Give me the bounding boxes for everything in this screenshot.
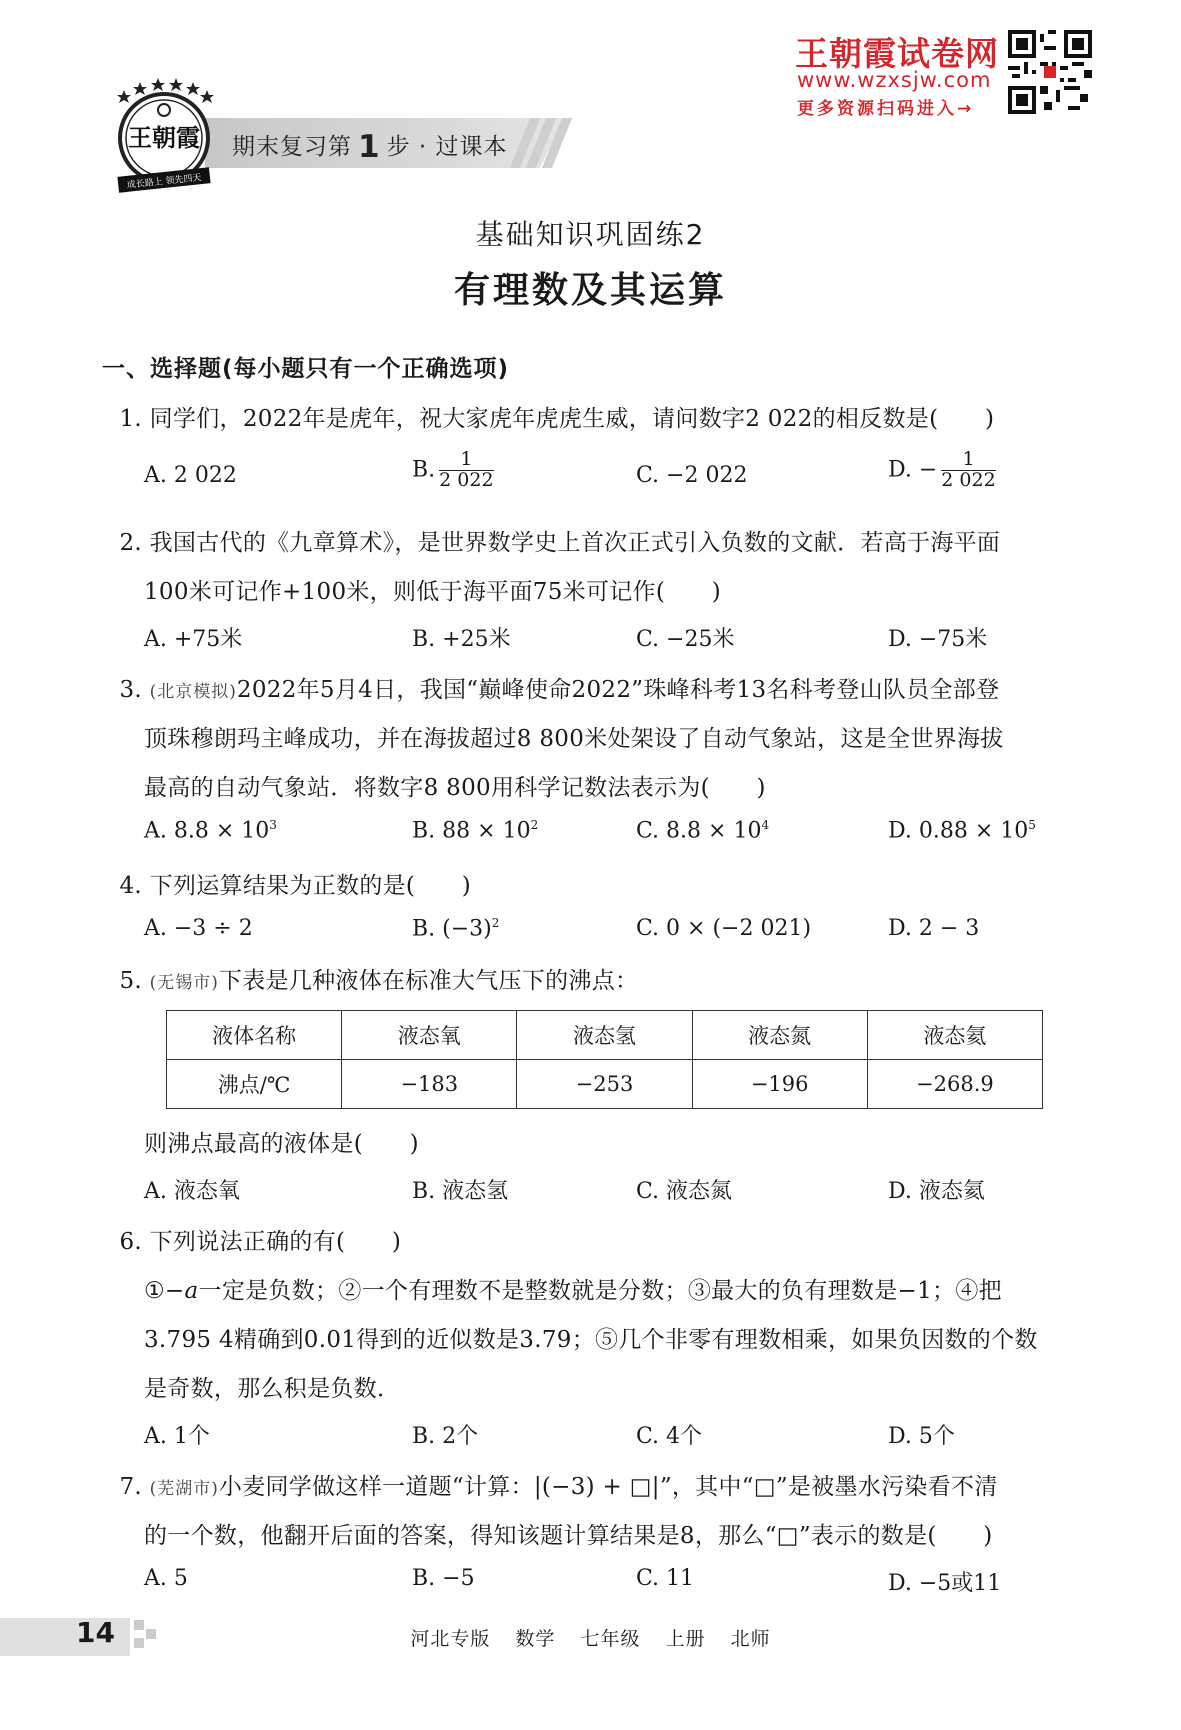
q3-option-c[interactable]	[636, 818, 769, 843]
q7-option-a[interactable]: A. 5	[144, 1566, 188, 1591]
question-1	[116, 400, 994, 433]
q2-option-c[interactable]: C. −25米	[636, 627, 735, 652]
logo-motto: 成长路上 领先四天	[126, 173, 202, 191]
footer-edition: 河北专版	[410, 1628, 491, 1650]
question-source: (北京模拟)	[149, 682, 237, 702]
table-cell: −196	[692, 1060, 867, 1109]
question-text: 下表是几种液体在标准大气压下的沸点：	[218, 968, 639, 994]
q1-option-a[interactable]: A. 2 022	[144, 463, 237, 488]
option-label: D. 0.88 × 10	[888, 818, 1029, 844]
q7-option-c[interactable]: C. 11	[636, 1566, 695, 1591]
q6-option-b[interactable]: B. 2个	[412, 1424, 479, 1449]
question-number: 7.	[119, 1474, 142, 1500]
qr-code[interactable]	[1008, 30, 1092, 114]
footer-subject: 数学	[515, 1628, 556, 1650]
q5-option-d[interactable]: D. 液态氦	[888, 1179, 985, 1204]
question-6-line-2: 3.795 4精确到0.01得到的近似数是3.79；⑤几个非零有理数相乘，如果负因数的个数	[144, 1327, 1038, 1353]
footer-publisher: 北师	[730, 1628, 771, 1650]
fraction	[941, 450, 995, 491]
question-6-line-1	[144, 1272, 1002, 1305]
q5-option-b[interactable]: B. 液态氢	[412, 1179, 509, 1204]
question-3-line-3: 最高的自动气象站．将数字8 800用科学记数法表示为( )	[144, 775, 766, 801]
exponent: 2	[491, 916, 500, 930]
question-number: 3.	[119, 677, 142, 703]
option-label: B. (−3)	[412, 916, 492, 942]
brand-url[interactable]: www.wzxsjw.com	[797, 68, 992, 92]
table-cell: 沸点/℃	[167, 1060, 342, 1109]
q2-option-b[interactable]: B. +25米	[412, 627, 511, 652]
brand-name: 王朝霞试卷网	[795, 34, 999, 73]
option-label: A. 8.8 × 10	[144, 818, 270, 844]
question-number: 5.	[119, 968, 142, 994]
banner-text	[232, 128, 508, 165]
q7-option-d[interactable]: D. −5或11	[888, 1571, 1002, 1596]
table-cell: −253	[517, 1060, 692, 1109]
q2-option-a[interactable]: A. +75米	[144, 627, 243, 652]
q7-option-b[interactable]: B. −5	[412, 1566, 475, 1591]
question-number: 1.	[119, 406, 142, 432]
table-row	[167, 1060, 1043, 1109]
q5-option-a[interactable]: A. 液态氧	[144, 1179, 240, 1204]
q1-option-b[interactable]	[412, 450, 494, 491]
q1-option-d[interactable]	[888, 450, 996, 491]
q4-option-d[interactable]: D. 2 − 3	[888, 916, 980, 941]
statement-text: ①−	[144, 1278, 185, 1304]
question-6-line-3: 是奇数，那么积是负数．	[144, 1376, 401, 1402]
footer-info	[0, 1624, 1181, 1651]
q2-option-d[interactable]: D. −75米	[888, 627, 988, 652]
question-text: 下列运算结果为正数的是( )	[149, 873, 472, 899]
question-5-prompt: 则沸点最高的液体是( )	[144, 1131, 419, 1157]
option-label: D. −	[888, 457, 938, 483]
question-text: 我国古代的《九章算术》，是世界数学史上首次正式引入负数的文献．若高于海平面	[149, 530, 1001, 556]
exponent: 2	[530, 818, 539, 832]
question-text: 小麦同学做这样一道题“计算：|(−3) + □|”，其中“□”是被墨水污染看不清	[218, 1474, 998, 1500]
option-label: B.	[412, 457, 436, 483]
table-header-cell: 液态氧	[342, 1011, 517, 1060]
question-3-line-2: 顶珠穆朗玛主峰成功，并在海拔超过8 800米处架设了自动气象站，这是全世界海拔	[144, 726, 1004, 752]
question-2	[116, 524, 1000, 557]
q4-option-b[interactable]	[412, 916, 499, 941]
question-7-line-2: 的一个数，他翻开后面的答案，得知该题计算结果是8，那么“□”表示的数是( )	[144, 1523, 993, 1549]
numerator: 1	[941, 450, 995, 471]
question-2-line-2: 100米可记作+100米，则低于海平面75米可记作( )	[144, 579, 721, 605]
section-title: 一、选择题(每小题只有一个正确选项)	[102, 356, 510, 382]
q6-option-d[interactable]: D. 5个	[888, 1424, 955, 1449]
table-header-cell: 液体名称	[167, 1011, 342, 1060]
exponent: 3	[269, 818, 277, 832]
question-3	[116, 671, 999, 704]
q5-option-c[interactable]: C. 液态氮	[636, 1179, 733, 1204]
option-label: C. 8.8 × 10	[636, 818, 762, 844]
table-header-row	[167, 1011, 1043, 1060]
question-number: 2.	[119, 530, 142, 556]
q3-option-d[interactable]	[888, 818, 1036, 843]
worksheet-title: 有理数及其运算	[453, 270, 727, 311]
question-number: 4.	[119, 873, 142, 899]
q3-option-a[interactable]	[144, 818, 277, 843]
page-number: 14	[76, 1616, 115, 1649]
worksheet-subtitle: 基础知识巩固练2	[475, 218, 706, 251]
footer-volume: 上册	[665, 1628, 706, 1650]
numerator: 1	[439, 450, 493, 471]
footer-grade: 七年级	[580, 1628, 641, 1650]
fraction	[439, 450, 493, 491]
boiling-point-table	[166, 1010, 1043, 1109]
banner-step-number: 1	[358, 129, 381, 165]
denominator: 2 022	[439, 468, 494, 491]
question-number: 6.	[119, 1229, 142, 1255]
q3-option-b[interactable]	[412, 818, 538, 843]
q1-option-c[interactable]: C. −2 022	[636, 463, 748, 488]
variable: a	[184, 1278, 199, 1304]
question-6	[116, 1223, 401, 1256]
question-4	[116, 867, 471, 900]
banner-suffix: 步 · 过课本	[386, 134, 508, 160]
question-text: 2022年5月4日，我国“巅峰使命2022”珠峰科考13名科考登山队员全部登	[236, 677, 1000, 703]
table-cell: −268.9	[867, 1060, 1042, 1109]
q4-option-c[interactable]: C. 0 × (−2 021)	[636, 916, 812, 941]
exponent: 5	[1028, 818, 1036, 832]
banner-prefix: 期末复习第	[232, 134, 352, 160]
question-text: 同学们，2022年是虎年，祝大家虎年虎虎生威，请问数字2 022的相反数是( )	[149, 406, 995, 432]
q4-option-a[interactable]: A. −3 ÷ 2	[144, 916, 253, 941]
q6-option-c[interactable]: C. 4个	[636, 1424, 703, 1449]
question-text: 下列说法正确的有( )	[149, 1229, 402, 1255]
publisher-logo	[104, 76, 224, 196]
question-7	[116, 1468, 998, 1501]
q6-option-a[interactable]: A. 1个	[144, 1424, 210, 1449]
statement-text: 一定是负数；②一个有理数不是整数就是分数；③最大的负有理数是−1；④把	[198, 1278, 1002, 1304]
exponent: 4	[761, 818, 770, 832]
table-cell: −183	[342, 1060, 517, 1109]
table-header-cell: 液态氦	[867, 1011, 1042, 1060]
logo-text: 王朝霞	[128, 123, 200, 152]
question-source: (无锡市)	[149, 973, 219, 993]
brand-subtext: 更多资源扫码进入→	[797, 99, 975, 119]
table-header-cell: 液态氢	[517, 1011, 692, 1060]
denominator: 2 022	[941, 468, 996, 491]
question-source: (芜湖市)	[149, 1479, 219, 1499]
table-header-cell: 液态氮	[692, 1011, 867, 1060]
option-label: B. 88 × 10	[412, 818, 531, 844]
question-5	[116, 962, 638, 995]
